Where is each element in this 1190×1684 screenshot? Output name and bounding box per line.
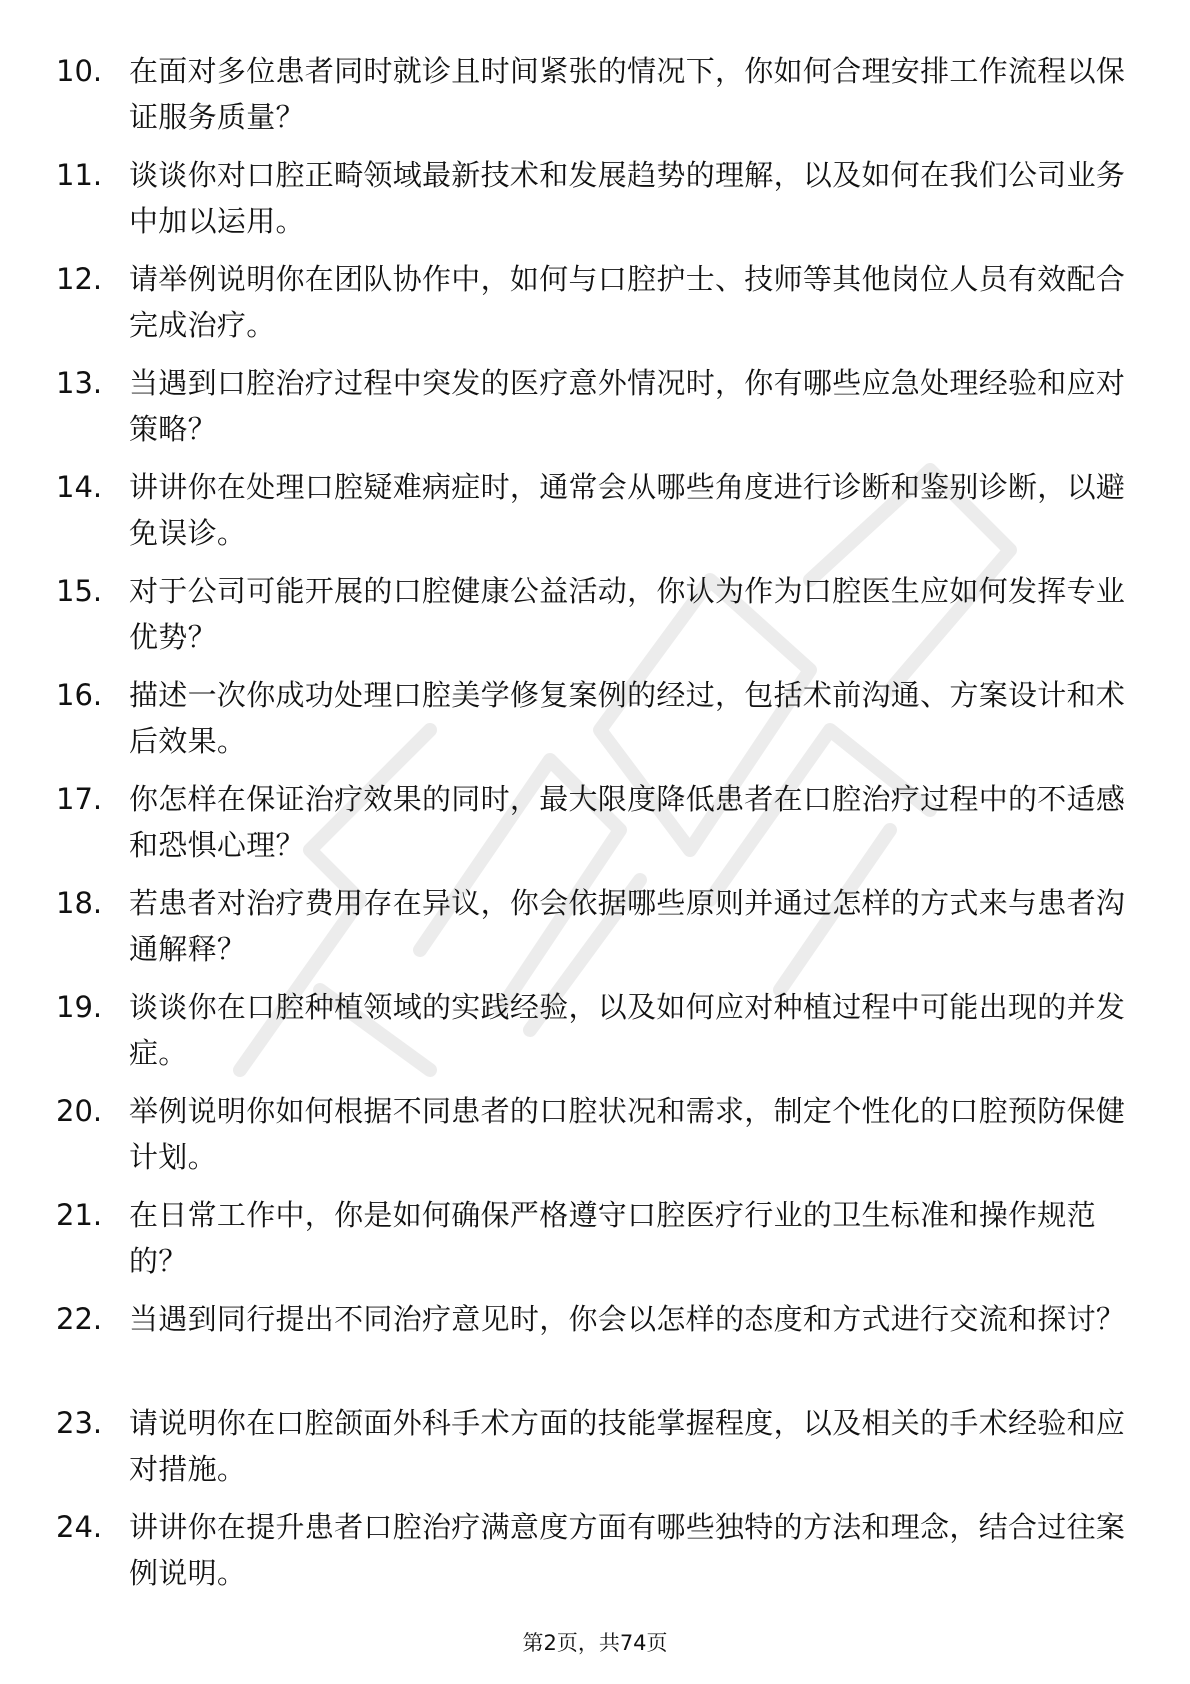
question-item	[56, 256, 1136, 360]
question-text: 当遇到口腔治疗过程中突发的医疗意外情况时，你有哪些应急处理经验和应对策略？	[129, 366, 1126, 446]
question-item	[56, 672, 1136, 776]
question-item	[56, 1192, 1136, 1296]
question-number: 19.	[56, 990, 103, 1024]
question-text: 在日常工作中，你是如何确保严格遵守口腔医疗行业的卫生标准和操作规范的？	[129, 1198, 1096, 1278]
question-text: 若患者对治疗费用存在异议，你会依据哪些原则并通过怎样的方式来与患者沟通解释？	[129, 886, 1126, 966]
question-number: 12.	[56, 262, 103, 296]
question-number: 11.	[56, 158, 103, 192]
question-text: 对于公司可能开展的口腔健康公益活动，你认为作为口腔医生应如何发挥专业优势？	[129, 574, 1126, 654]
question-item	[56, 1504, 1136, 1608]
question-text: 举例说明你如何根据不同患者的口腔状况和需求，制定个性化的口腔预防保健计划。	[129, 1094, 1126, 1174]
question-number: 20.	[56, 1094, 103, 1128]
question-item	[56, 776, 1136, 880]
question-item	[56, 464, 1136, 568]
question-number: 22.	[56, 1302, 103, 1336]
question-number: 21.	[56, 1198, 103, 1232]
question-text: 你怎样在保证治疗效果的同时，最大限度降低患者在口腔治疗过程中的不适感和恐惧心理？	[129, 782, 1126, 862]
page-footer	[0, 1628, 1190, 1658]
question-text: 在面对多位患者同时就诊且时间紧张的情况下，你如何合理安排工作流程以保证服务质量？	[129, 54, 1126, 134]
question-number: 16.	[56, 678, 103, 712]
question-number: 13.	[56, 366, 103, 400]
page-number-label: 第2页，共74页	[522, 1631, 668, 1655]
question-text: 谈谈你在口腔种植领域的实践经验，以及如何应对种植过程中可能出现的并发症。	[129, 990, 1126, 1070]
question-item	[56, 1088, 1136, 1192]
question-number: 24.	[56, 1510, 103, 1544]
question-text: 谈谈你对口腔正畸领域最新技术和发展趋势的理解，以及如何在我们公司业务中加以运用。	[129, 158, 1126, 238]
question-item	[56, 1400, 1136, 1504]
question-number: 18.	[56, 886, 103, 920]
question-text: 讲讲你在处理口腔疑难病症时，通常会从哪些角度进行诊断和鉴别诊断，以避免误诊。	[129, 470, 1126, 550]
question-item	[56, 360, 1136, 464]
question-text: 当遇到同行提出不同治疗意见时，你会以怎样的态度和方式进行交流和探讨？	[129, 1302, 1126, 1336]
question-text: 请说明你在口腔颌面外科手术方面的技能掌握程度，以及相关的手术经验和应对措施。	[129, 1406, 1126, 1486]
question-item	[56, 48, 1136, 152]
question-item	[56, 880, 1136, 984]
question-item	[56, 984, 1136, 1088]
question-item	[56, 152, 1136, 256]
question-text: 请举例说明你在团队协作中，如何与口腔护士、技师等其他岗位人员有效配合完成治疗。	[129, 262, 1126, 342]
question-list	[56, 48, 1136, 1608]
question-number: 14.	[56, 470, 103, 504]
question-text: 讲讲你在提升患者口腔治疗满意度方面有哪些独特的方法和理念，结合过往案例说明。	[129, 1510, 1126, 1590]
question-item	[56, 568, 1136, 672]
question-text: 描述一次你成功处理口腔美学修复案例的经过，包括术前沟通、方案设计和术后效果。	[129, 678, 1126, 758]
question-number: 23.	[56, 1406, 103, 1440]
question-item	[56, 1296, 1136, 1400]
question-number: 15.	[56, 574, 103, 608]
question-number: 17.	[56, 782, 103, 816]
question-number: 10.	[56, 54, 103, 88]
